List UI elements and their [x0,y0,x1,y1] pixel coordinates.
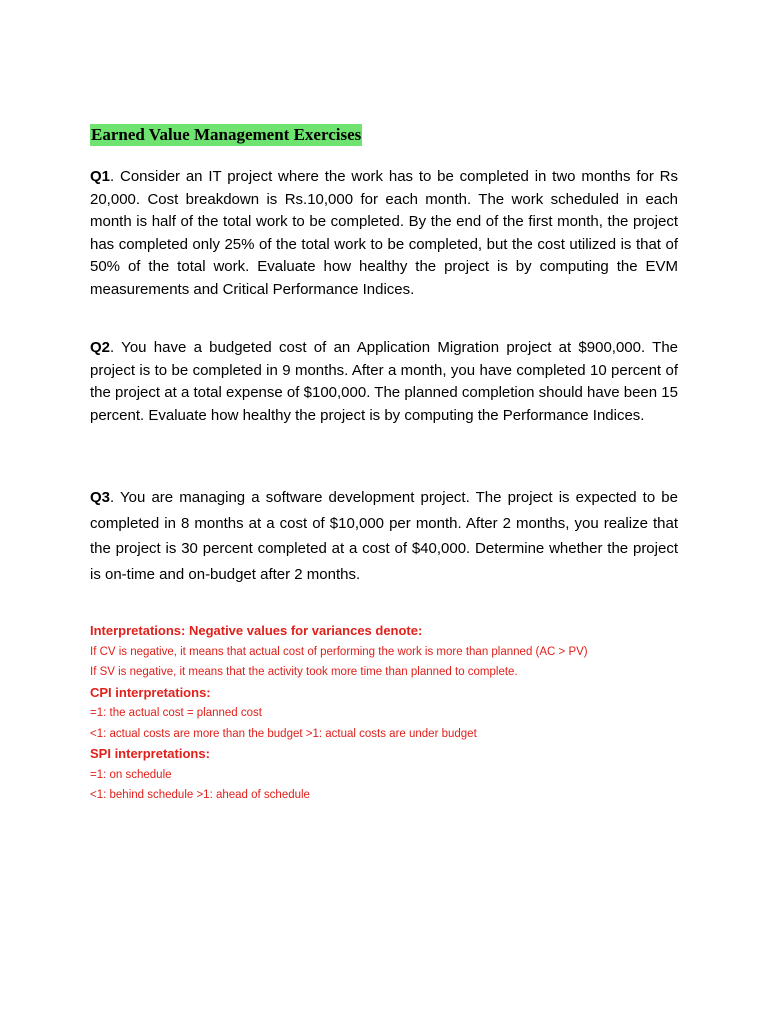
question-1-text: . Consider an IT project where the work has to be completed in two months for Rs 20,000. Cost breakdown is Rs.10,000 for each month. The work scheduled in each month is half of the total work to be completed. By the end of the first month, the project has completed only 25% of the total work to be completed, but the cost utilized is that of 50% of the total work. Evaluate how healthy the project is by computing the EVM measurements and Critical Performance Indices. [90,168,678,298]
interpretations-heading: Interpretations: Negative values for variances denote: [90,623,423,638]
spi-range-line: <1: behind schedule >1: ahead of schedule [90,789,310,801]
question-1 [90,166,678,301]
spi-equal-line: =1: on schedule [90,768,172,781]
question-2 [90,337,678,427]
question-2-text: . You have a budgeted cost of an Application Migration project at $900,000. The project is to be completed in 9 months. After a month, you have completed 10 percent of the project at a total expense of $100,000. The planned completion should have been 15 percent. Evaluate how healthy the project is by computing the Performance Indices. [90,339,678,424]
question-3-label: Q3 [90,489,111,506]
interpretations-block [90,621,690,806]
question-1-label: Q1 [90,168,111,185]
question-3 [90,485,678,587]
spi-heading: SPI interpretations: [90,746,210,761]
cpi-equal-line: =1: the actual cost = planned cost [90,707,262,719]
title-block [90,124,362,146]
question-2-label: Q2 [90,339,111,356]
cpi-heading: CPI interpretations: [90,684,211,700]
document-title: Earned Value Management Exercises [91,125,362,144]
cv-interpretation: If CV is negative, it means that actual cost of performing the work is more than planned (AC > PV) [90,645,588,658]
question-3-text: . You are managing a software development project. The project is expected to be completed in 8 months at a cost of $10,000 per month. After 2 months, you realize that the project is 30 percent completed at a cost of $40,000. Determine whether the project is on-time and on-budget after 2 months. [90,489,678,583]
sv-interpretation: If SV is negative, it means that the activity took more time than planned to complete. [90,666,518,678]
cpi-range-line: <1: actual costs are more than the budget >1: actual costs are under budget [90,727,477,740]
